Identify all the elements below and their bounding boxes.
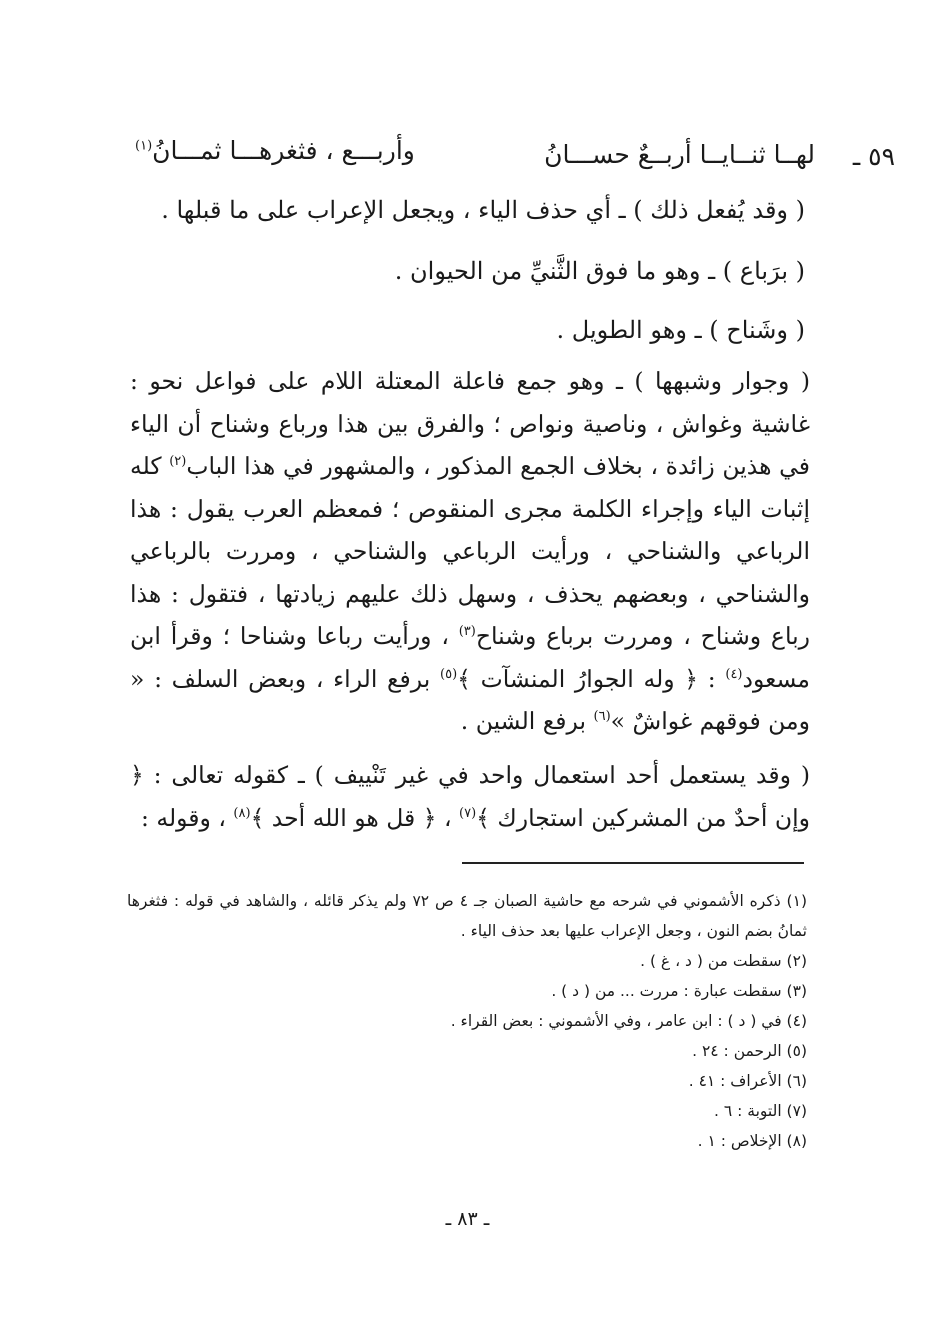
verse-number: ٥٩ ـ — [852, 142, 895, 171]
footnote-5: (٥) الرحمن : ٢٤ . — [692, 1042, 807, 1060]
footnote-ref-1[interactable]: (١) — [135, 138, 153, 154]
footnote-ref-2[interactable]: (٢) — [169, 454, 187, 470]
footnote-ref-8[interactable]: (٨) — [233, 805, 251, 821]
verse-left-hemistich — [135, 136, 415, 165]
paragraph1-text-b: كله إثبات الياء وإجراء الكلمة مجرى المنقوص ؛ فمعظم العرب يقول : هذا الرباعي والشناحي ، ورأيت الرباعي والشناحي ، ومررت بالرباعي والشناحي ، وبعضهم يحذف ، وسهل ذلك عليهم زيادتها ، فتقول : هذا رباع وشناح ، ومررت برباع وشناح — [130, 452, 810, 650]
commentary-line-2: ( برَباع ) ـ وهو ما فوق الثَّنيِّ من الحيوان . — [394, 257, 805, 285]
footnote-3: (٣) سقطت عبارة : مررت ... من ( د ) . — [551, 982, 807, 1000]
footnote-4: (٤) في ( د ) : ابن عامر ، وفي الأشموني : بعض القراء . — [450, 1012, 807, 1030]
footnote-ref-5[interactable]: (٥) — [440, 666, 458, 682]
footnote-8: (٨) الإخلاص : ١ . — [697, 1132, 807, 1150]
paragraph1-text-d: : ﴿ وله الجوارُ المنشآت ﴾ — [457, 664, 726, 693]
paragraph1-text-c: ، ورأيت رباعا وشناحا ؛ وقرأ ابن مسعود — [130, 622, 810, 693]
footnote-7: (٧) التوبة : ٦ . — [714, 1102, 807, 1120]
footnote-ref-7[interactable]: (٧) — [459, 805, 477, 821]
page-number: ـ ٨٣ ـ — [445, 1208, 490, 1230]
verse-right-hemistich: لهــا ثنــايــا أربــعٌ حســـانُ — [544, 140, 815, 169]
paragraph2-text-a: ( وقد يستعمل أحد استعمال واحد في غير تَنْييف ) ـ كقوله تعالى : ﴿ وإن أحدٌ من المشركين استجارك ﴾ — [130, 761, 810, 832]
footnote-2: (٢) سقطت من ( د ، غ ) . — [640, 952, 807, 970]
footnotes — [127, 886, 807, 1156]
paragraph1-text-e: برفع الراء ، وبعض السلف : « ومن فوقهم غواشٌ » — [130, 664, 810, 735]
commentary-line-3: ( وشَناح ) ـ وهو الطويل . — [556, 316, 805, 344]
footnote-ref-3[interactable]: (٣) — [458, 624, 476, 640]
footnote-separator — [462, 862, 804, 864]
paragraph1-text-a: ( وجوار وشبهها ) ـ وهو جمع فاعلة المعتلة اللام على فواعل نحو : غاشية وغواش ، وناصية ونواص ؛ والفرق بين هذا ورباع وشناح أن الياء في هذين زائدة ، بخلاف الجمع المذكور ، والمشهور في هذا الباب — [130, 367, 810, 480]
footnote-ref-4[interactable]: (٤) — [725, 666, 743, 682]
paragraph2-text-b: ، ﴿ قل هو الله أحد ﴾ — [250, 803, 459, 832]
footnote-1: (١) ذكره الأشموني في شرحه مع حاشية الصبان جـ ٤ ص ٧٢ ولم يذكر قائله ، والشاهد في قوله : فثغرها ثمانُ بضم النون ، وجعل الإعراب عليها بعد حذف الياء . — [127, 892, 807, 940]
commentary-paragraph-2 — [130, 754, 810, 839]
commentary-line-1: ( وقد يُفعل ذلك ) ـ أي حذف الياء ، ويجعل الإعراب على ما قبلها . — [161, 196, 805, 224]
verse-left-hemistich-text: وأربـــع ، فثغرهـــا ثمـــانُ — [152, 136, 415, 165]
footnote-ref-6[interactable]: (٦) — [593, 709, 611, 725]
footnote-6: (٦) الأعراف : ٤١ . — [688, 1072, 807, 1090]
paragraph1-text-f: برفع الشين . — [460, 707, 594, 735]
commentary-paragraph-1 — [130, 360, 810, 743]
verse-line — [135, 126, 895, 176]
paragraph2-text-c: ، وقوله : — [141, 803, 234, 832]
